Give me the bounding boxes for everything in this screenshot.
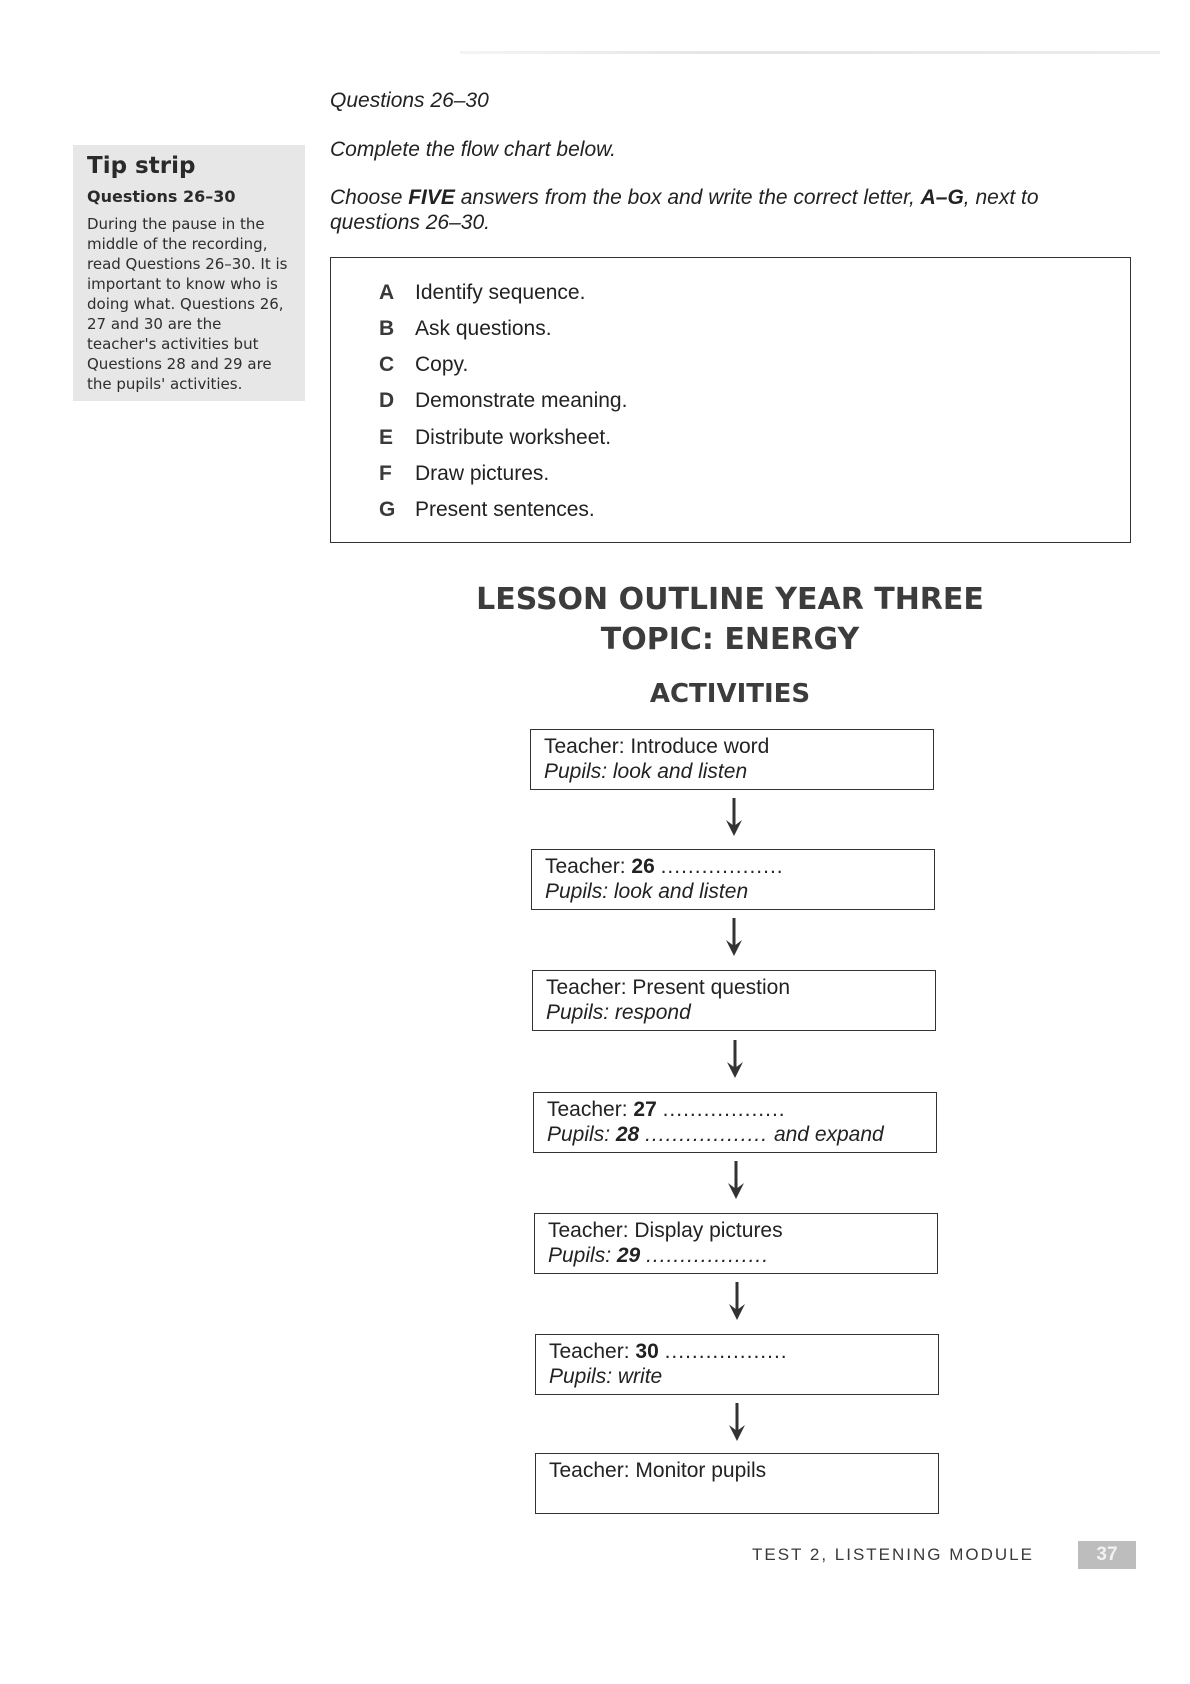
down-arrow-icon: [725, 1161, 747, 1201]
question-number-29: 29: [616, 1244, 641, 1267]
question-range: Questions 26–30: [330, 89, 489, 112]
option-letter: E: [379, 426, 394, 449]
tip-strip-body: During the pause in the middle of the recording, read Questions 26–30. It is important to know who is doing what. Questions 26, 27 and 30 are the teacher's activities but Questions 28 and 29 are the pupils' activities.: [87, 215, 288, 393]
option-letter: B: [379, 317, 395, 340]
option-a: [379, 281, 585, 305]
tip-strip-subtitle: Questions 26–30: [87, 187, 236, 206]
option-letter: G: [379, 498, 396, 521]
option-text: Ask questions.: [415, 317, 552, 340]
option-e: [379, 426, 611, 450]
pupils-activity: respond: [614, 1001, 691, 1024]
teacher-label: Teacher:: [549, 1340, 636, 1363]
instruction-complete: Complete the flow chart below.: [330, 138, 616, 161]
teacher-label: Teacher:: [548, 1219, 635, 1242]
option-letter: A: [379, 281, 395, 304]
option-text: Distribute worksheet.: [415, 426, 612, 449]
flow-step-6: [535, 1334, 939, 1395]
pupils-line: [547, 1122, 936, 1147]
option-text: Present sentences.: [415, 498, 595, 521]
option-b: [379, 317, 552, 341]
flow-step-2: [531, 849, 935, 910]
option-f: [379, 462, 549, 486]
pupils-suffix: and expand: [768, 1123, 884, 1146]
flow-step-7: [535, 1453, 939, 1514]
pupils-line: [544, 759, 933, 784]
teacher-label: Teacher:: [544, 735, 631, 758]
teacher-activity: Display pictures: [634, 1219, 783, 1242]
option-c: [379, 353, 468, 377]
answer-blank-28: ..................: [645, 1123, 769, 1146]
choose-post: , next to questions 26–30.: [330, 186, 1039, 234]
option-letter: C: [379, 353, 395, 376]
option-letter: D: [379, 389, 395, 412]
topic-title: TOPIC: ENERGY: [600, 622, 860, 657]
option-g: [379, 498, 595, 522]
pupils-activity: write: [617, 1365, 663, 1388]
teacher-line: [544, 734, 933, 759]
activities-title: ACTIVITIES: [649, 679, 811, 709]
flow-step-4: [533, 1092, 937, 1153]
teacher-line: [545, 854, 934, 879]
pupils-label: Pupils:: [545, 880, 614, 903]
top-rule: [460, 51, 1160, 54]
choose-five: FIVE: [408, 186, 455, 209]
pupils-line: [545, 879, 934, 904]
page-number: 37: [1078, 1541, 1136, 1569]
teacher-line: [549, 1339, 938, 1364]
pupils-line: [546, 1000, 935, 1025]
answer-blank-26: ..................: [660, 855, 784, 878]
question-number-26: 26: [631, 855, 655, 878]
option-text: Draw pictures.: [415, 462, 550, 485]
pupils-line: [549, 1364, 938, 1389]
flow-step-3: [532, 970, 936, 1031]
teacher-line: [549, 1458, 938, 1483]
tip-strip: [73, 145, 305, 401]
option-letter: F: [379, 462, 392, 485]
choose-mid: answers from the box and write the correct letter,: [454, 186, 921, 209]
teacher-activity: Introduce word: [630, 735, 770, 758]
teacher-label: Teacher:: [546, 976, 633, 999]
pupils-label: Pupils:: [547, 1123, 616, 1146]
pupils-label: Pupils:: [548, 1244, 617, 1267]
pupils-label: Pupils:: [544, 760, 613, 783]
pupils-activity: look and listen: [613, 880, 749, 903]
teacher-label: Teacher:: [549, 1459, 636, 1482]
down-arrow-icon: [723, 798, 745, 838]
flow-step-5: [534, 1213, 938, 1274]
answer-blank-29: ..................: [646, 1244, 770, 1267]
pupils-activity: look and listen: [612, 760, 748, 783]
footer-module-label: TEST 2, LISTENING MODULE: [752, 1545, 1034, 1564]
teacher-label: Teacher:: [545, 855, 632, 878]
option-text: Demonstrate meaning.: [415, 389, 628, 412]
down-arrow-icon: [724, 1040, 746, 1080]
down-arrow-icon: [726, 1282, 748, 1322]
option-d: [379, 389, 627, 413]
teacher-activity: Present question: [632, 976, 790, 999]
down-arrow-icon: [726, 1403, 748, 1443]
teacher-label: Teacher:: [547, 1098, 634, 1121]
option-text: Identify sequence.: [415, 281, 586, 304]
option-text: Copy.: [415, 353, 469, 376]
lesson-outline-title: LESSON OUTLINE YEAR THREE: [476, 582, 984, 617]
choose-letters: A–G: [920, 186, 964, 209]
teacher-line: [548, 1218, 937, 1243]
pupils-label: Pupils:: [546, 1001, 615, 1024]
question-number-27: 27: [633, 1098, 657, 1121]
flow-step-1: [530, 729, 934, 790]
options-box: [330, 257, 1131, 543]
teacher-line: [547, 1097, 936, 1122]
answer-blank-30: ..................: [664, 1340, 788, 1363]
answer-blank-27: ..................: [662, 1098, 786, 1121]
teacher-line: [546, 975, 935, 1000]
teacher-activity: Monitor pupils: [635, 1459, 767, 1482]
instruction-choose: [330, 185, 1130, 235]
question-number-28: 28: [615, 1123, 640, 1146]
pupils-line: [548, 1243, 937, 1268]
question-number-30: 30: [635, 1340, 659, 1363]
pupils-label: Pupils:: [549, 1365, 618, 1388]
down-arrow-icon: [723, 918, 745, 958]
choose-pre: Choose: [330, 186, 409, 209]
tip-strip-title: Tip strip: [87, 153, 196, 179]
